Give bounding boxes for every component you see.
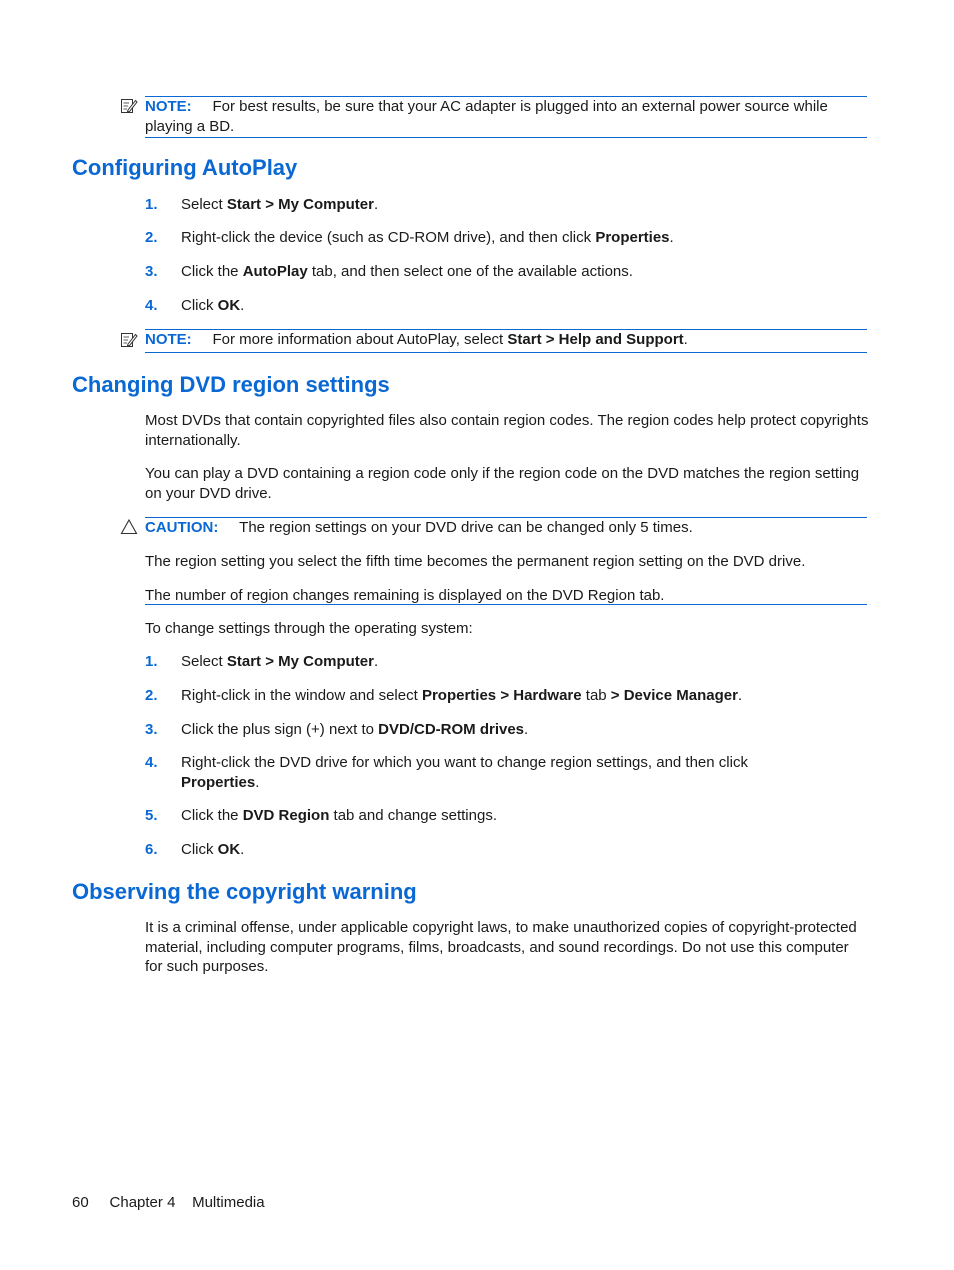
step-number: 2. [145,687,158,704]
step-number: 1. [145,196,158,213]
caution-triangle-icon [120,518,138,536]
note-label: NOTE: [145,331,192,348]
caution-box [145,517,867,605]
section-title-autoplay: Configuring AutoPlay [72,155,298,180]
caution-line: The region setting you select the fifth time becomes the permanent region setting on the DVD drive. [145,553,806,570]
note-label: NOTE: [145,98,192,115]
note-text: For best results, be sure that your AC adapter is plugged into an external power source while playing a BD. [145,98,828,135]
page-footer [72,1193,265,1213]
step-number: 4. [145,754,158,771]
step-text: Click the plus sign (+) next to DVD/CD-ROM drives. [181,721,529,738]
step-number: 6. [145,841,158,858]
step-text: Click OK. [181,841,245,858]
paragraph: It is a criminal offense, under applicable copyright laws, to make unauthorized copies of copyright-protected material, including computer programs, films, broadcasts, and sound recordings. Do not use this computer for such purposes. [145,919,857,975]
caution-line: The number of region changes remaining is displayed on the DVD Region tab. [145,587,665,604]
step-text: Right-click the device (such as CD-ROM drive), and then click Properties. [181,229,674,246]
step-text: Right-click in the window and select Properties > Hardware tab > Device Manager. [181,687,743,704]
step-number: 5. [145,807,158,824]
note-pencil-icon [120,97,138,115]
chapter-title: Multimedia [192,1194,265,1211]
paragraph: To change settings through the operating system: [145,620,473,637]
step-text: Click OK. [181,297,245,314]
step-text: Select Start > My Computer. [181,653,379,670]
paragraph: You can play a DVD containing a region code only if the region code on the DVD matches the region setting on your DVD drive. [145,465,860,502]
section-title-dvd-region: Changing DVD region settings [72,372,390,397]
note-box [145,329,867,353]
step-number: 4. [145,297,158,314]
step-number: 2. [145,229,158,246]
note-pencil-icon [120,331,138,349]
step-text: Select Start > My Computer. [181,196,379,213]
page-number: 60 [72,1194,89,1211]
chapter-label: Chapter 4 [109,1194,176,1211]
step-number: 3. [145,721,158,738]
paragraph: Most DVDs that contain copyrighted files also contain region codes. The region codes help protect copyrights internationally. [145,412,869,449]
step-number: 3. [145,263,158,280]
step-text: Click the AutoPlay tab, and then select one of the available actions. [181,263,633,280]
step-text: Click the DVD Region tab and change settings. [181,807,497,824]
step-text: Right-click the DVD drive for which you want to change region settings, and then click Properties. [181,754,748,791]
caution-label: CAUTION: [145,519,219,536]
step-number: 1. [145,653,158,670]
caution-header [145,518,693,538]
note-text: For more information about AutoPlay, select Start > Help and Support. [212,331,688,348]
note-box [145,96,867,138]
section-title-copyright: Observing the copyright warning [72,879,417,904]
caution-text: The region settings on your DVD drive can be changed only 5 times. [239,519,693,536]
